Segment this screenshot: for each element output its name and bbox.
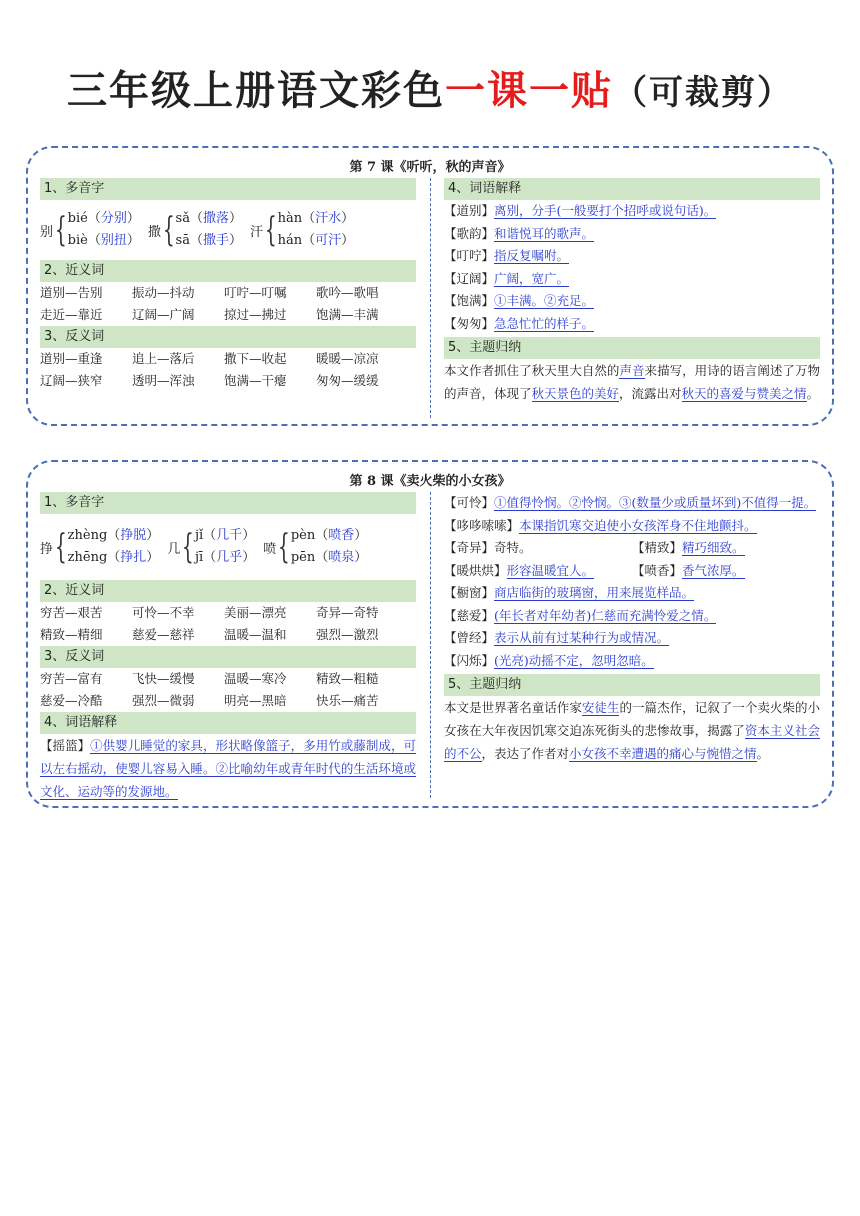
page-title — [0, 66, 860, 118]
polyphonic-list — [40, 514, 416, 580]
polyphonic-group: 撒 { sǎ（撒落） sā（撒手） — [147, 210, 242, 250]
synonym-row: 走近—靠近 辽阔—广阔 掠过—拂过 饱满—丰满 — [40, 307, 379, 322]
theme-paragraph: 本文作者抓住了秋天里大自然的声音来描写，用诗的语言阐述了万物的声音，体现了秋天景色的美好，流露出对秋天的喜爱与赞美之情。 — [444, 363, 820, 401]
definition-item: 【可怜】①值得怜悯。②怜悯。③(数量少或质量坏到)不值得一提。 — [444, 495, 817, 510]
title-main: 三年级上册语文彩色 — [67, 68, 445, 114]
column-divider — [430, 178, 431, 418]
section-polyphonic: 1、多音字 — [40, 178, 416, 200]
section-theme: 5、主题归纳 — [444, 337, 820, 359]
definition-pair-row: 【奇异】奇特。 【精致】精巧细致。 — [444, 540, 745, 555]
column-divider — [430, 492, 431, 798]
section-synonyms: 2、近义词 — [40, 260, 416, 282]
antonym-row: 穷苦—富有 飞快—缓慢 温暖—寒冷 精致—粗糙 — [40, 671, 379, 686]
polyphonic-group: 几 { jǐ（几千） jī（几乎） — [167, 527, 256, 567]
lesson-8-left — [40, 492, 416, 803]
synonym-row: 精致—精细 慈爱—慈祥 温暖—温和 强烈—激烈 — [40, 627, 379, 642]
section-antonyms: 3、反义词 — [40, 326, 416, 348]
section-antonyms: 3、反义词 — [40, 646, 416, 668]
polyphonic-group: 别 { bié（分别） biè（别扭） — [40, 210, 140, 250]
definition-item: 【橱窗】商店临街的玻璃窗，用来展览样品。 — [444, 585, 695, 600]
definition-item: 【摇篮】①供婴儿睡觉的家具，形状略像篮子，多用竹或藤制成，可以左右摇动，使婴儿容易入睡。②比喻幼年或青年时代的生活环境或文化、运动等的发源地。 — [40, 738, 416, 799]
lesson-7-card — [26, 146, 834, 426]
antonym-row: 道别—重逢 追上—落后 撒下—收起 暖暖—凉凉 — [40, 351, 379, 366]
definition-item: 【闪烁】(光亮)动摇不定，忽明忽暗。 — [444, 652, 654, 668]
definition-pair-row: 【暖烘烘】形容温暖宜人。 【喷香】香气浓厚。 — [444, 562, 745, 578]
definition-item: 【曾经】表示从前有过某种行为或情况。 — [444, 630, 670, 645]
definition-item: 【道别】离别，分手(一般要打个招呼或说句话)。 — [444, 203, 717, 218]
title-note: （可裁剪） — [613, 73, 793, 113]
polyphonic-list — [40, 200, 416, 260]
definition-item: 【辽阔】广阔，宽广。 — [444, 270, 570, 286]
section-polyphonic: 1、多音字 — [40, 492, 416, 514]
lesson-7-left — [40, 178, 416, 392]
antonym-row: 慈爱—冷酷 强烈—微弱 明亮—黑暗 快乐—痛苦 — [40, 693, 379, 708]
antonym-row: 辽阔—狭窄 透明—浑浊 饱满—干瘪 匆匆—缓缓 — [40, 373, 379, 388]
section-definitions: 4、词语解释 — [40, 712, 416, 734]
theme-paragraph: 本文是世界著名童话作家安徒生的一篇杰作，记叙了一个卖火柴的小女孩在大年夜因饥寒交迫冻死街头的悲惨故事，揭露了资本主义社会的不公，表达了作者对小女孩不幸遭遇的痛心与惋惜之情。 — [444, 700, 820, 761]
lesson-8-card — [26, 460, 834, 808]
polyphonic-group: 喷 { pèn（喷香） pēn（喷泉） — [263, 527, 368, 567]
lesson-7-right — [444, 178, 820, 405]
definition-item: 【慈爱】(年长者对年幼者)仁慈而充满怜爱之情。 — [444, 607, 717, 623]
section-theme: 5、主题归纳 — [444, 674, 820, 696]
synonym-row: 道别—告别 振动—抖动 叮咛—叮嘱 歌吟—歌唱 — [40, 285, 379, 300]
title-highlight: 一课一贴 — [445, 68, 613, 114]
definition-item: 【歌韵】和谐悦耳的歌声。 — [444, 225, 595, 241]
section-synonyms: 2、近义词 — [40, 580, 416, 602]
definition-item: 【饱满】①丰满。②充足。 — [444, 293, 595, 308]
section-definitions: 4、词语解释 — [444, 178, 820, 200]
lesson-8-right — [444, 492, 820, 765]
synonym-row: 穷苦—艰苦 可怜—不幸 美丽—漂亮 奇异—奇特 — [40, 605, 379, 620]
definition-item: 【匆匆】急急忙忙的样子。 — [444, 315, 595, 331]
lesson-7-title: 第 7 课《听听，秋的声音》 — [349, 160, 511, 175]
definition-item: 【叮咛】指反复嘱咐。 — [444, 248, 570, 263]
polyphonic-group: 汗 { hàn（汗水） hán（可汗） — [250, 210, 355, 250]
lesson-8-title: 第 8 课《卖火柴的小女孩》 — [349, 474, 511, 489]
polyphonic-group: 挣 { zhèng（挣脱） zhēng（挣扎） — [40, 527, 160, 567]
definition-item: 【哆哆嗦嗦】本课指饥寒交迫使小女孩浑身不住地颤抖。 — [444, 517, 757, 533]
